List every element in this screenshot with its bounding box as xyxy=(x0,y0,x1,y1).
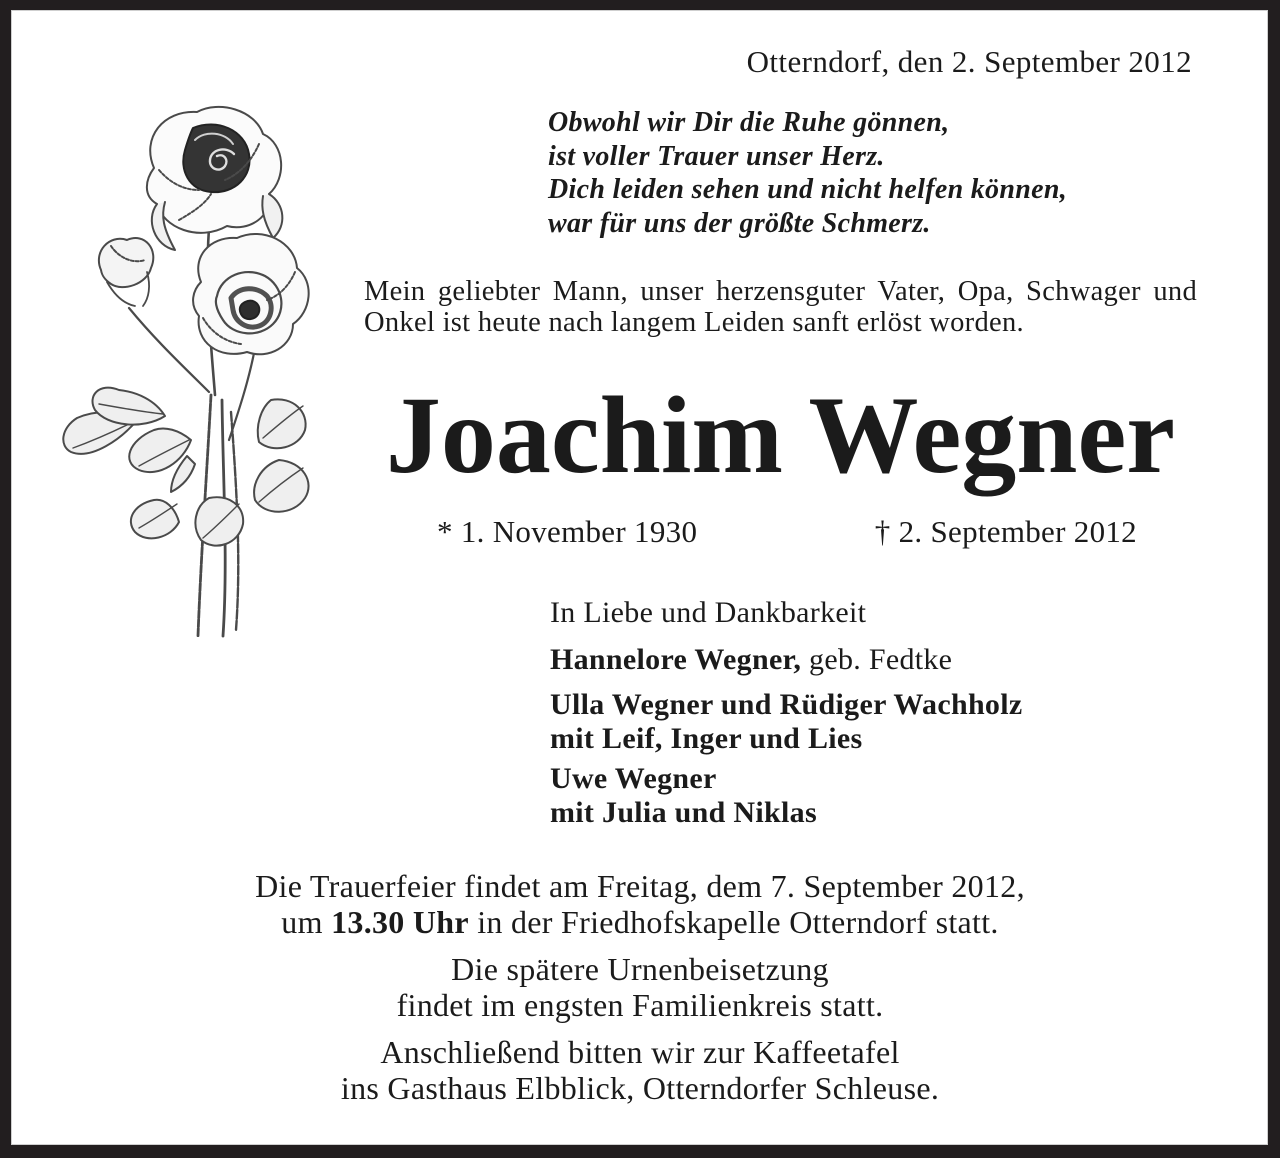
poem xyxy=(548,106,1067,240)
burial-line2: findet im engsten Familienkreis statt. xyxy=(396,987,884,1023)
intro-paragraph: Mein geliebter Mann, unser herzensguter Vater, Opa, Schwager und Onkel ist heute nach langem Leiden sanft erlöst worden. xyxy=(364,276,1197,338)
mourner-widow xyxy=(550,643,952,677)
mourner-ulla-names: Ulla Wegner und Rüdiger Wachholz xyxy=(550,688,1023,721)
poem-line: war für uns der größte Schmerz. xyxy=(548,207,931,239)
announcements xyxy=(0,868,1280,1117)
funeral-line2-post: in der Friedhofskapelle Otterndorf statt. xyxy=(468,904,999,940)
funeral-time: 13.30 Uhr xyxy=(331,904,469,940)
reception-line1: Anschließend bitten wir zur Kaffeetafel xyxy=(380,1034,900,1070)
funeral-line1: Die Trauerfeier findet am Freitag, dem 7. September 2012, xyxy=(255,868,1025,904)
burial-line1: Die spätere Urnenbeisetzung xyxy=(451,951,829,987)
poem-line: Dich leiden sehen und nicht helfen können, xyxy=(548,174,1068,205)
deceased-name: Joachim Wegner xyxy=(385,374,1176,496)
closing-phrase: In Liebe und Dankbarkeit xyxy=(550,596,867,629)
poem-line: Obwohl wir Dir die Ruhe gönnen, xyxy=(548,107,950,138)
mourner-widow-name: Hannelore Wegner, xyxy=(550,643,802,676)
mourner-ulla xyxy=(550,688,1022,756)
life-dates xyxy=(364,514,1197,550)
rose-bouquet-illustration xyxy=(56,100,322,640)
burial-announcement xyxy=(0,951,1280,1023)
death-date: † 2. September 2012 xyxy=(874,514,1137,549)
funeral-announcement xyxy=(0,868,1280,940)
reception-line2: ins Gasthaus Elbblick, Otterndorfer Schleuse. xyxy=(340,1070,940,1106)
poem-line: ist voller Trauer unser Herz. xyxy=(548,140,885,172)
mourner-ulla-children: mit Leif, Inger und Lies xyxy=(550,722,863,755)
dateline: Otterndorf, den 2. September 2012 xyxy=(746,44,1192,79)
mourner-uwe-children: mit Julia und Niklas xyxy=(550,796,817,829)
mourner-widow-maiden: geb. Fedtke xyxy=(801,643,953,676)
reception-announcement xyxy=(0,1034,1280,1106)
birth-date: * 1. November 1930 xyxy=(437,514,698,549)
mourner-uwe xyxy=(550,762,817,830)
rose-sketch-icon xyxy=(56,100,322,640)
mourner-uwe-name: Uwe Wegner xyxy=(550,762,717,795)
funeral-line2-pre: um xyxy=(281,904,332,940)
